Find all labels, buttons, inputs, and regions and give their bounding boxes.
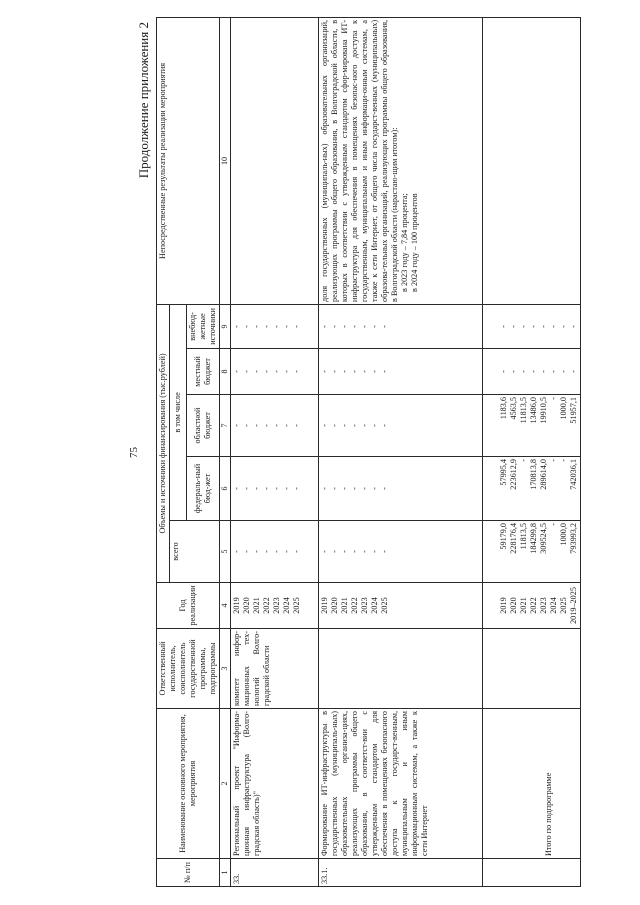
amount-value: - <box>508 325 518 328</box>
local-cell <box>230 349 318 395</box>
amount-value: - <box>379 550 389 553</box>
column-number: 6 <box>220 457 231 521</box>
column-number: 10 <box>220 17 231 304</box>
header-extrabudget: внебюд-жетные источники <box>187 304 220 348</box>
amount-value: - <box>339 550 349 553</box>
amount-value: 4563,5 <box>508 397 518 420</box>
year-value: 2022 <box>349 597 359 614</box>
amount-value: - <box>329 370 339 373</box>
amount-value: - <box>261 325 271 328</box>
amount-value: - <box>339 487 349 490</box>
amount-value: - <box>281 424 291 427</box>
amount-value: - <box>369 370 379 373</box>
year-value: 2025 <box>379 597 389 614</box>
amount-value: - <box>518 325 528 328</box>
table-row <box>318 17 482 886</box>
total-cell <box>230 521 318 583</box>
amount-value: - <box>319 424 329 427</box>
result-cell <box>230 17 318 304</box>
amount-value: 170813,8 <box>528 459 538 490</box>
amount-value: - <box>271 424 281 427</box>
amount-value: - <box>329 550 339 553</box>
amount-value: - <box>241 424 251 427</box>
amount-value: - <box>271 370 281 373</box>
amount-value: - <box>291 487 301 490</box>
year-value: 2023 <box>271 597 281 614</box>
amount-value: - <box>261 550 271 553</box>
amount-value: - <box>369 550 379 553</box>
amount-value: - <box>281 550 291 553</box>
amount-value: - <box>558 370 568 373</box>
amount-value: - <box>349 325 359 328</box>
event-name: Региональный проект "Информа-ционная инфраструктура (Волго-градская область)" <box>230 709 318 859</box>
responsible-executor: комитет инфор-мационных тех-нологий Волго-градской области <box>230 629 318 709</box>
amount-value: - <box>548 397 558 400</box>
header-local: местный бюджет <box>187 349 220 395</box>
responsible-executor <box>318 629 482 709</box>
amount-value: - <box>538 325 548 328</box>
amount-value: 184299,8 <box>528 523 538 554</box>
column-number: 2 <box>220 709 231 859</box>
year-value: 2020 <box>508 597 518 614</box>
amount-value: - <box>291 370 301 373</box>
result-target-2024: в 2024 году – 100 процентов <box>409 193 419 292</box>
header-name: Наименование основного мероприятия, мероприятия <box>157 709 220 859</box>
federal-cell <box>230 457 318 521</box>
federal-cell <box>482 457 580 521</box>
amount-value: - <box>379 424 389 427</box>
federal-cell <box>318 457 482 521</box>
amount-value: - <box>548 523 558 526</box>
table-row <box>230 17 318 886</box>
amount-value: - <box>339 370 349 373</box>
amount-value: - <box>271 550 281 553</box>
amount-value: 1000,0 <box>558 523 568 546</box>
year-value: 2024 <box>369 597 379 614</box>
amount-value: - <box>241 325 251 328</box>
header-including: в том числе <box>170 304 187 520</box>
amount-value: - <box>359 487 369 490</box>
header-federal: федераль-ный бюд-жет <box>187 457 220 521</box>
amount-value: - <box>319 325 329 328</box>
year-value: 2024 <box>281 597 291 614</box>
amount-value: 1183,6 <box>498 397 508 420</box>
result-description: доля государственных (муниципаль-ных) образовательных организаций, реализующих программы общего образования, в Волгоградской области, в которых в соответствии с утвержденным стандартом сфор-мирована ИТ-инфраструктура для обеспечения в помещениях безопас-ного доступа к государственным, муниципальным и иным информаци-онным системам, а также к сети Интернет, от общего числа государст-венных (муниципальных) образова-тельных организаций, реализующих программы общего образования, в Волгоградской области (нарастаю-щим итогом): <box>319 19 399 302</box>
amount-value: - <box>291 424 301 427</box>
year-value: 2022 <box>261 597 271 614</box>
amount-value: 289614,0 <box>538 459 548 490</box>
amount-value: 11813,5 <box>518 523 528 550</box>
amount-value: - <box>251 424 261 427</box>
year-value: 2020 <box>241 597 251 614</box>
amount-value: - <box>498 370 508 373</box>
header-year: Год реализации <box>157 583 220 629</box>
amount-value: - <box>369 487 379 490</box>
header-number: № п/п <box>157 859 220 887</box>
amount-value: - <box>518 459 528 462</box>
amount-value: - <box>241 487 251 490</box>
header-total: всего <box>170 521 220 583</box>
amount-value: - <box>231 325 241 328</box>
appendix-continuation-label: Продолжение приложения 2 <box>136 22 151 179</box>
row-number: 33. <box>230 859 318 887</box>
amount-value: - <box>281 325 291 328</box>
amount-value: - <box>359 550 369 553</box>
amount-value: - <box>349 370 359 373</box>
amount-value: - <box>369 424 379 427</box>
amount-value: - <box>281 487 291 490</box>
subprogram-total-label: Итого по подпрограмме <box>482 709 580 859</box>
year-value: 2023 <box>538 597 548 614</box>
years-cell <box>318 583 482 629</box>
year-value: 2025 <box>291 597 301 614</box>
amount-value: - <box>251 325 261 328</box>
amount-value: - <box>261 370 271 373</box>
amount-value: - <box>359 424 369 427</box>
amount-value: - <box>379 370 389 373</box>
amount-value: - <box>271 487 281 490</box>
amount-value: - <box>568 325 578 328</box>
amount-value: - <box>558 459 568 462</box>
amount-value: - <box>379 325 389 328</box>
amount-value: - <box>548 325 558 328</box>
amount-value: 228176,4 <box>508 523 518 554</box>
table-row <box>482 17 580 886</box>
column-number: 7 <box>220 395 231 457</box>
amount-value: - <box>329 325 339 328</box>
amount-value: 1000,0 <box>558 397 568 420</box>
amount-value: - <box>329 487 339 490</box>
amount-value: - <box>251 370 261 373</box>
amount-value: - <box>261 424 271 427</box>
amount-value: - <box>538 370 548 373</box>
year-value: 2024 <box>548 597 558 614</box>
amount-value: - <box>231 487 241 490</box>
financing-table <box>156 17 581 887</box>
result-cell <box>318 17 482 304</box>
row-number: 33.1. <box>318 859 482 887</box>
extrabudget-cell <box>230 304 318 348</box>
amount-value: 51957,1 <box>568 397 578 424</box>
amount-value: - <box>349 487 359 490</box>
header-financing: Объемы и источники финансирования (тыс.рублей) <box>157 304 170 582</box>
header-responsible: Ответственный исполнитель, соисполнитель государственной программы, подпрограммы <box>157 629 220 709</box>
page-number: 75 <box>128 447 140 458</box>
amount-value: - <box>231 550 241 553</box>
amount-value: - <box>231 424 241 427</box>
header-regional: областной бюджет <box>187 395 220 457</box>
amount-value: - <box>241 370 251 373</box>
row-number <box>482 859 580 887</box>
amount-value: - <box>548 459 558 462</box>
amount-value: - <box>359 370 369 373</box>
header-results: Непосредственные результаты реализации мероприятия <box>157 17 220 304</box>
local-cell <box>482 349 580 395</box>
regional-cell <box>318 395 482 457</box>
responsible-executor <box>482 629 580 709</box>
amount-value: - <box>548 370 558 373</box>
event-name: Формирование ИТ-инфраструктуры в государственных (муниципаль-ных) образовательных организа-циях, реализующих программы общего образования, в соответст-вии с утвержденным стандартом для обеспечения в помещениях безопасного доступа к государст-венным, муниципальным и иным информационным системам, а также к сети Интернет <box>318 709 482 859</box>
amount-value: - <box>261 487 271 490</box>
year-value: 2022 <box>528 597 538 614</box>
year-value: 2020 <box>329 597 339 614</box>
result-target-2023: в 2023 году – 7,84 процента; <box>399 193 409 292</box>
amount-value: - <box>498 325 508 328</box>
amount-value: - <box>518 370 528 373</box>
amount-value: - <box>319 370 329 373</box>
amount-value: 11813,5 <box>518 397 528 424</box>
amount-value: - <box>281 370 291 373</box>
year-value: 2021 <box>251 597 261 614</box>
regional-cell <box>230 395 318 457</box>
amount-value: - <box>319 550 329 553</box>
amount-value: - <box>319 487 329 490</box>
amount-value: - <box>339 424 349 427</box>
amount-value: - <box>271 325 281 328</box>
amount-value: - <box>379 487 389 490</box>
year-value: 2019 <box>498 597 508 614</box>
amount-value: - <box>241 550 251 553</box>
column-number: 8 <box>220 349 231 395</box>
amount-value: - <box>251 487 261 490</box>
local-cell <box>318 349 482 395</box>
column-number: 3 <box>220 629 231 709</box>
amount-value: - <box>349 424 359 427</box>
column-number: 1 <box>220 859 231 887</box>
amount-value: 13486,0 <box>528 397 538 424</box>
result-cell <box>482 17 580 304</box>
amount-value: 59179,0 <box>498 523 508 550</box>
amount-value: - <box>251 550 261 553</box>
year-value: 2019–2025 <box>568 587 578 624</box>
year-value: 2023 <box>359 597 369 614</box>
extrabudget-cell <box>482 304 580 348</box>
amount-value: - <box>291 325 301 328</box>
amount-value: 793993,2 <box>568 523 578 554</box>
amount-value: - <box>528 325 538 328</box>
amount-value: - <box>359 325 369 328</box>
column-number: 4 <box>220 583 231 629</box>
total-cell <box>318 521 482 583</box>
amount-value: - <box>291 550 301 553</box>
years-cell <box>230 583 318 629</box>
column-number: 9 <box>220 304 231 348</box>
regional-cell <box>482 395 580 457</box>
amount-value: 19910,5 <box>538 397 548 424</box>
year-value: 2021 <box>518 597 528 614</box>
amount-value: 309524,5 <box>538 523 548 554</box>
amount-value: 223612,9 <box>508 459 518 490</box>
year-value: 2019 <box>231 597 241 614</box>
amount-value: - <box>349 550 359 553</box>
amount-value: 57995,4 <box>498 459 508 486</box>
total-cell <box>482 521 580 583</box>
year-value: 2019 <box>319 597 329 614</box>
years-cell <box>482 583 580 629</box>
extrabudget-cell <box>318 304 482 348</box>
year-value: 2021 <box>339 597 349 614</box>
amount-value: - <box>528 370 538 373</box>
amount-value: - <box>558 325 568 328</box>
year-value: 2025 <box>558 597 568 614</box>
column-number: 5 <box>220 521 231 583</box>
amount-value: - <box>369 325 379 328</box>
amount-value: - <box>339 325 349 328</box>
amount-value: - <box>568 370 578 373</box>
amount-value: - <box>231 370 241 373</box>
amount-value: 742036,1 <box>568 459 578 490</box>
amount-value: - <box>329 424 339 427</box>
amount-value: - <box>508 370 518 373</box>
